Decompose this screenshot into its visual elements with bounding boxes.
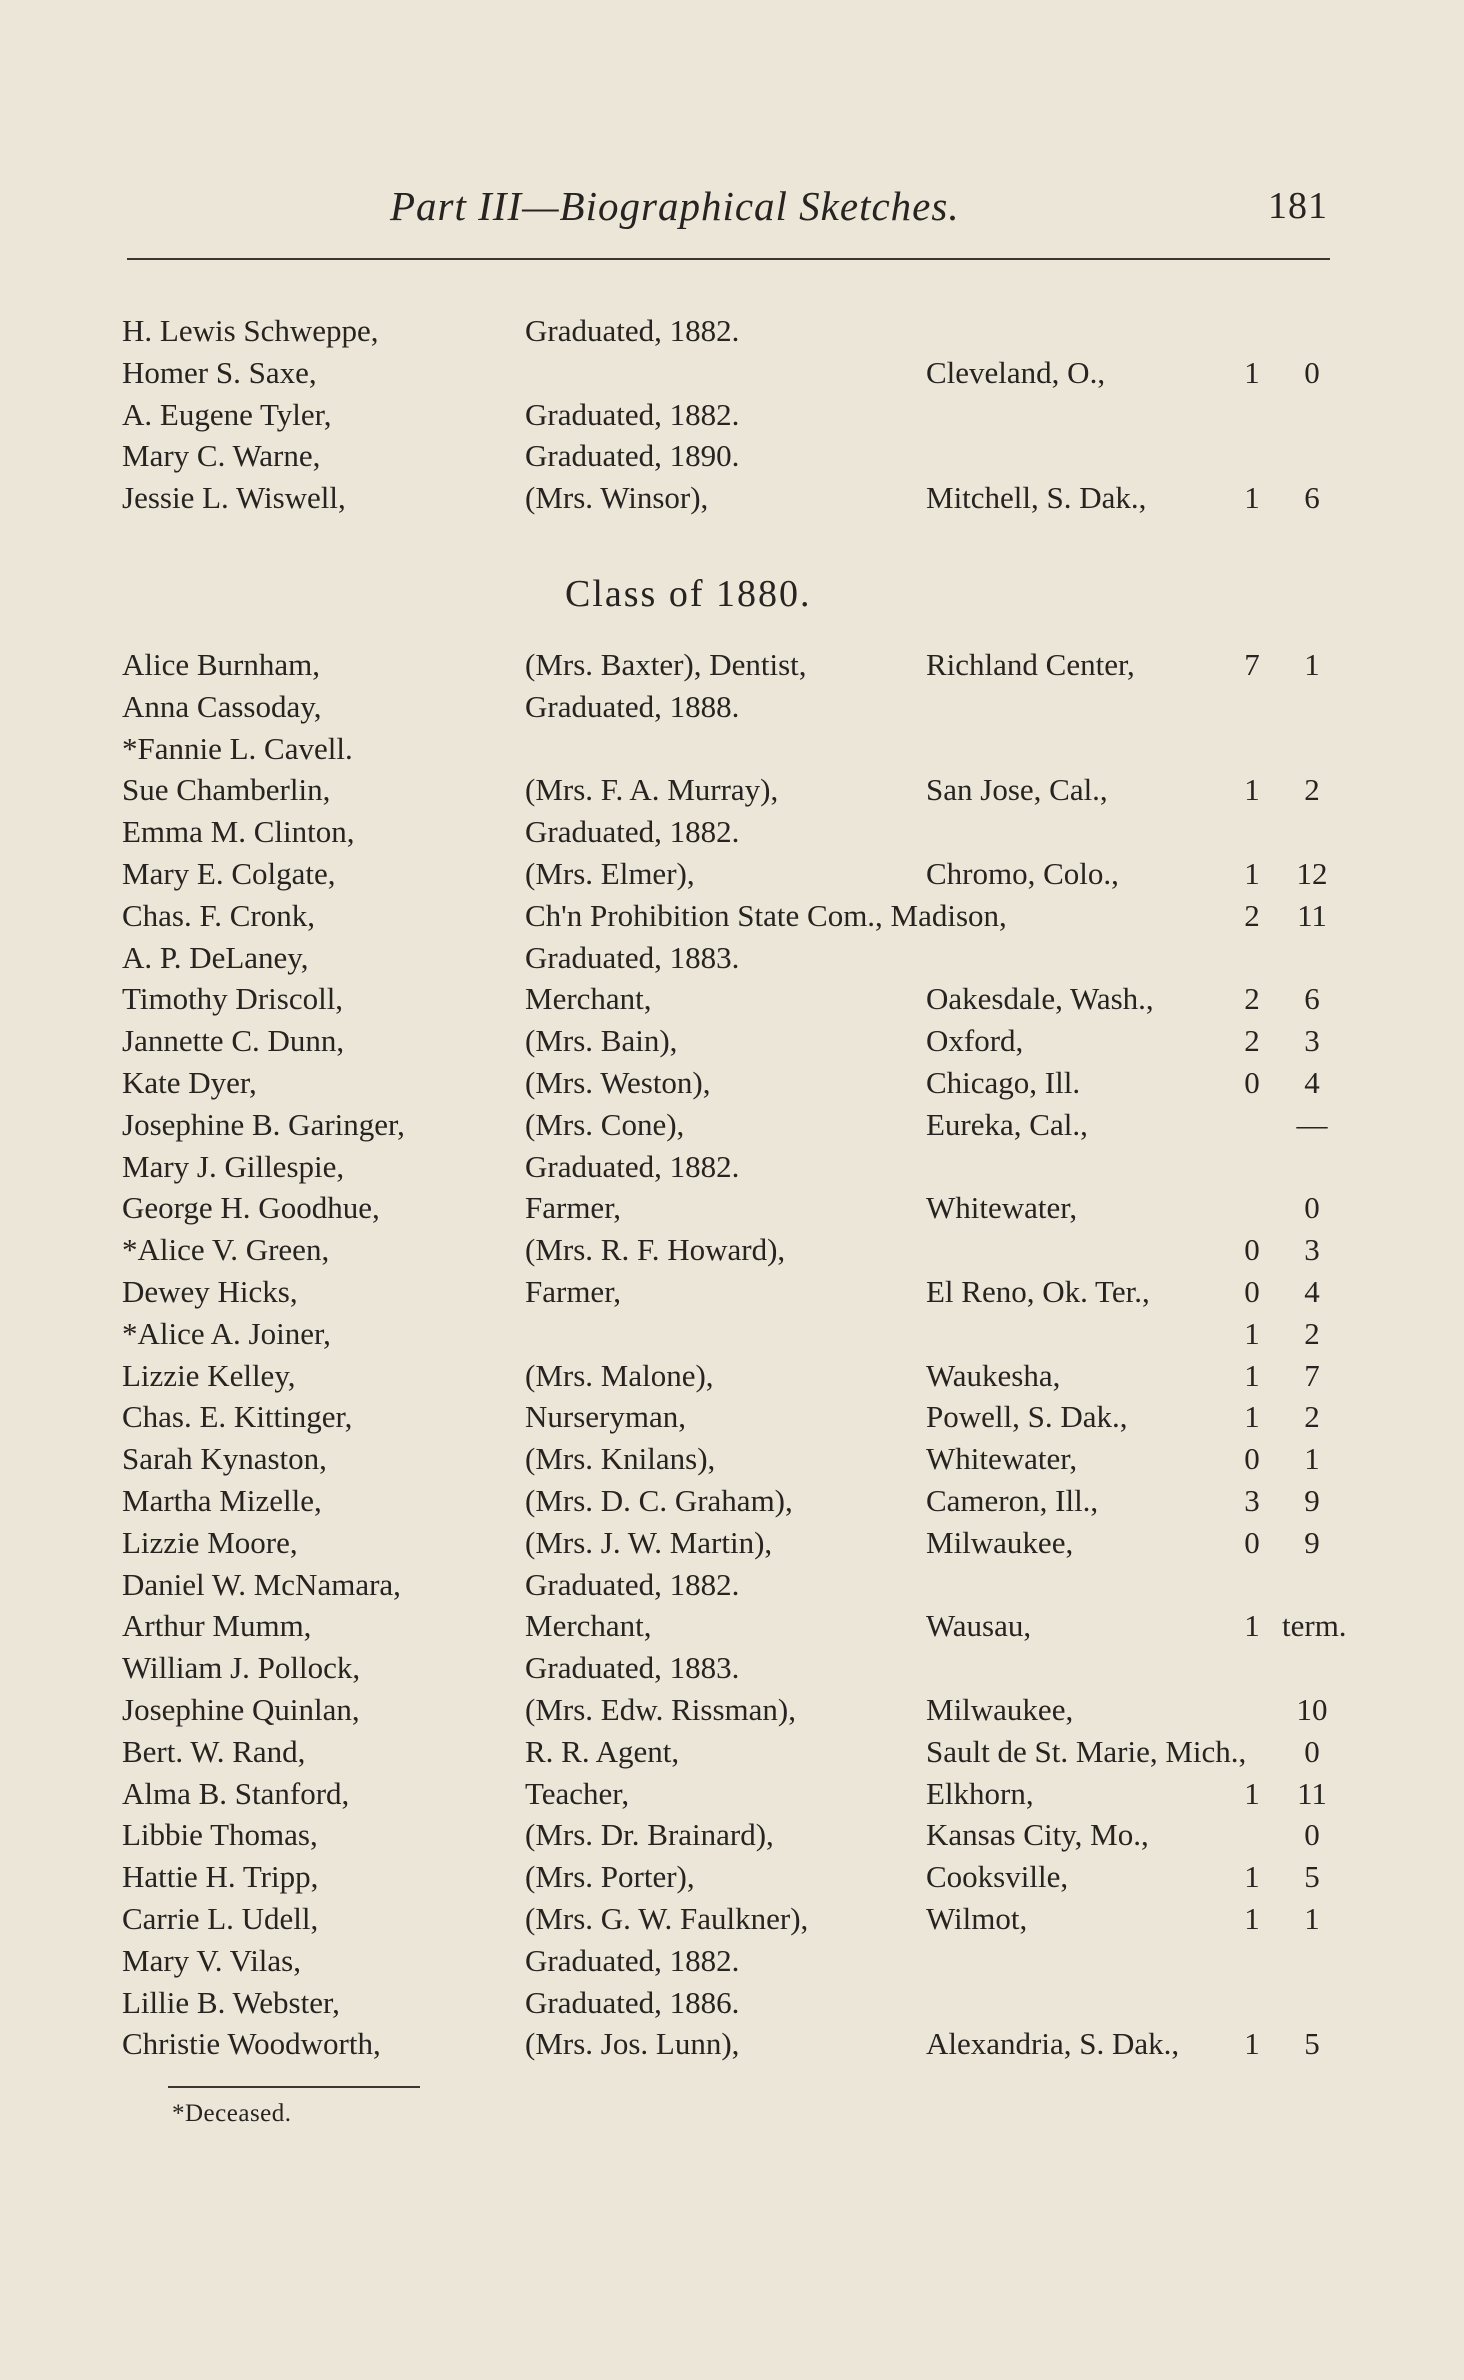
person-note: (Mrs. F. A. Murray),	[525, 772, 779, 808]
person-note: (Mrs. Dr. Brainard),	[525, 1817, 774, 1853]
person-name: *Fannie L. Cavell.	[122, 730, 353, 766]
list-item	[0, 811, 1464, 853]
person-name: William J. Pollock,	[122, 1650, 361, 1686]
person-note: (Mrs. Winsor),	[525, 480, 709, 516]
months-count: 2	[1304, 1315, 1320, 1351]
person-name: Bert. W. Rand,	[122, 1733, 306, 1769]
class-1880-list	[0, 644, 1464, 2065]
years-count: 1	[1244, 2026, 1260, 2062]
person-name: Chas. F. Cronk,	[122, 897, 316, 933]
months-count: 9	[1304, 1524, 1320, 1560]
person-name: Daniel W. McNamara,	[122, 1566, 401, 1602]
person-note: (Mrs. Knilans),	[525, 1441, 716, 1477]
months-count: 1	[1304, 1441, 1320, 1477]
years-count: 3	[1244, 1482, 1260, 1518]
list-item	[0, 728, 1464, 770]
person-name: Christie Woodworth,	[122, 2026, 381, 2062]
list-item	[0, 769, 1464, 811]
person-name: Mary C. Warne,	[122, 438, 321, 474]
person-name: Carrie L. Udell,	[122, 1900, 319, 1936]
list-item	[0, 644, 1464, 686]
months-count: 9	[1304, 1482, 1320, 1518]
person-name: Homer S. Saxe,	[122, 354, 317, 390]
years-count: 7	[1244, 647, 1260, 682]
person-place: Milwaukee,	[926, 1524, 1074, 1560]
years-count: 1	[1244, 772, 1260, 808]
page-header-title: Part III—Biographical Sketches.	[390, 183, 960, 229]
months-count: 12	[1296, 855, 1328, 891]
months-count: 5	[1304, 1859, 1320, 1895]
person-place: Chromo, Colo.,	[926, 855, 1119, 891]
person-name: Jessie L. Wiswell,	[122, 480, 346, 516]
person-note: Graduated, 1883.	[525, 939, 740, 975]
person-note: (Mrs. Porter),	[525, 1859, 695, 1895]
list-item	[0, 1271, 1464, 1313]
months-count: 1	[1304, 647, 1320, 682]
list-item	[0, 1104, 1464, 1146]
list-item	[0, 1438, 1464, 1480]
person-note: Graduated, 1883.	[525, 1650, 740, 1686]
months-count: 2	[1304, 1399, 1320, 1435]
list-item	[0, 2023, 1464, 2065]
list-item	[0, 1020, 1464, 1062]
person-name: Anna Cassoday,	[122, 688, 322, 724]
years-count: 0	[1244, 1064, 1260, 1100]
person-name: Lillie B. Webster,	[122, 1984, 340, 2020]
list-item	[0, 1689, 1464, 1731]
person-note: (Mrs. R. F. Howard),	[525, 1232, 786, 1268]
list-item	[0, 352, 1464, 394]
person-note: (Mrs. Weston),	[525, 1064, 711, 1100]
list-item	[0, 937, 1464, 979]
months-count: 11	[1297, 897, 1327, 933]
years-count: 1	[1244, 1357, 1260, 1393]
person-name: Sarah Kynaston,	[122, 1441, 327, 1477]
years-count: 0	[1244, 1273, 1260, 1309]
person-place: Oxford,	[926, 1023, 1024, 1059]
person-name: Josephine Quinlan,	[122, 1691, 360, 1727]
person-note: (Mrs. Cone),	[525, 1106, 685, 1142]
years-count: 0	[1244, 1441, 1260, 1477]
person-name: A. P. DeLaney,	[122, 939, 309, 975]
person-name: Jannette C. Dunn,	[122, 1023, 345, 1059]
person-place: Mitchell, S. Dak.,	[926, 480, 1147, 516]
person-note: (Mrs. D. C. Graham),	[525, 1482, 793, 1518]
months-count: 4	[1304, 1273, 1320, 1309]
person-place: Cameron, Ill.,	[926, 1482, 1099, 1518]
person-place: Cooksville,	[926, 1859, 1069, 1895]
person-name: Mary V. Vilas,	[122, 1942, 301, 1978]
months-count: 3	[1304, 1023, 1320, 1059]
person-name: Sue Chamberlin,	[122, 772, 331, 808]
list-item	[0, 1982, 1464, 2024]
person-place: Milwaukee,	[926, 1691, 1074, 1727]
list-item	[0, 853, 1464, 895]
months-count: —	[1296, 1106, 1328, 1142]
person-place: Richland Center,	[926, 647, 1135, 682]
list-item	[0, 1355, 1464, 1397]
list-item	[0, 1856, 1464, 1898]
running-header	[0, 182, 1464, 242]
person-name: Mary J. Gillespie,	[122, 1148, 345, 1184]
person-name: Emma M. Clinton,	[122, 814, 355, 850]
months-count: 10	[1296, 1691, 1328, 1727]
person-place: Chicago, Ill.	[926, 1064, 1081, 1100]
person-place: Cleveland, O.,	[926, 354, 1106, 390]
person-name: Josephine B. Garinger,	[122, 1106, 405, 1142]
list-item	[0, 895, 1464, 937]
person-place: Powell, S. Dak.,	[926, 1399, 1128, 1435]
list-item	[0, 978, 1464, 1020]
person-note: Graduated, 1882.	[525, 1942, 740, 1978]
list-item	[0, 1313, 1464, 1355]
list-item	[0, 1229, 1464, 1271]
person-place: Alexandria, S. Dak.,	[926, 2026, 1180, 2062]
list-item	[0, 394, 1464, 436]
person-note: Graduated, 1888.	[525, 688, 740, 724]
years-count: 2	[1244, 981, 1260, 1017]
person-place: Eureka, Cal.,	[926, 1106, 1088, 1142]
person-note: (Mrs. Baxter), Dentist,	[525, 647, 807, 682]
person-name: Alice Burnham,	[122, 647, 321, 682]
person-place: Wausau,	[926, 1608, 1032, 1644]
list-item	[0, 1731, 1464, 1773]
person-name: Alma B. Stanford,	[122, 1775, 350, 1811]
person-note: Nurseryman,	[525, 1399, 686, 1435]
person-name: Kate Dyer,	[122, 1064, 257, 1100]
months-count: term.	[1282, 1608, 1347, 1644]
footnote: *Deceased.	[172, 2100, 292, 2127]
person-place: Waukesha,	[926, 1357, 1061, 1393]
list-item	[0, 1940, 1464, 1982]
list-item	[0, 1480, 1464, 1522]
person-name: Timothy Driscoll,	[122, 981, 344, 1017]
person-note: (Mrs. Jos. Lunn),	[525, 2026, 740, 2062]
person-place: Sault de St. Marie, Mich.,	[926, 1733, 1247, 1769]
person-note: (Mrs. Bain),	[525, 1023, 678, 1059]
person-name: Chas. E. Kittinger,	[122, 1399, 353, 1435]
person-name: Lizzie Kelley,	[122, 1357, 296, 1393]
list-item	[0, 686, 1464, 728]
person-note: Merchant,	[525, 1608, 652, 1644]
list-item	[0, 1647, 1464, 1689]
footnote-rule	[168, 2086, 420, 2088]
list-item	[0, 1187, 1464, 1229]
person-place: Oakesdale, Wash.,	[926, 981, 1154, 1017]
person-note: Graduated, 1882.	[525, 1566, 740, 1602]
list-item	[0, 1898, 1464, 1940]
months-count: 2	[1304, 772, 1320, 808]
months-count: 0	[1304, 1190, 1320, 1226]
months-count: 6	[1304, 981, 1320, 1017]
person-note: Graduated, 1882.	[525, 1148, 740, 1184]
person-note: Farmer,	[525, 1273, 622, 1309]
months-count: 5	[1304, 2026, 1320, 2062]
person-place: Whitewater,	[926, 1441, 1078, 1477]
person-name: Martha Mizelle,	[122, 1482, 322, 1518]
years-count: 2	[1244, 1023, 1260, 1059]
person-name: Dewey Hicks,	[122, 1273, 298, 1309]
months-count: 7	[1304, 1357, 1320, 1393]
years-count: 1	[1244, 1315, 1260, 1351]
person-note: Teacher,	[525, 1775, 630, 1811]
person-note: (Mrs. G. W. Faulkner),	[525, 1900, 809, 1936]
list-item	[0, 1522, 1464, 1564]
list-item	[0, 1062, 1464, 1104]
person-place: Whitewater,	[926, 1190, 1078, 1226]
list-item	[0, 1773, 1464, 1815]
months-count: 4	[1304, 1064, 1320, 1100]
person-name: Lizzie Moore,	[122, 1524, 298, 1560]
years-count: 2	[1244, 897, 1260, 933]
person-note: R. R. Agent,	[525, 1733, 680, 1769]
class-heading-text: Class of 1880.	[565, 573, 812, 615]
person-note: (Mrs. Elmer),	[525, 855, 695, 891]
person-note: Graduated, 1882.	[525, 313, 740, 348]
person-place: Kansas City, Mo.,	[926, 1817, 1149, 1853]
person-note: Merchant,	[525, 981, 652, 1017]
person-name: Arthur Mumm,	[122, 1608, 312, 1644]
list-item	[0, 1146, 1464, 1188]
list-item	[0, 1814, 1464, 1856]
person-name: Mary E. Colgate,	[122, 855, 336, 891]
list-item	[0, 435, 1464, 477]
years-count: 1	[1244, 1900, 1260, 1936]
person-note: (Mrs. Edw. Rissman),	[525, 1691, 796, 1727]
person-name: *Alice V. Green,	[122, 1232, 330, 1268]
person-place: Elkhorn,	[926, 1775, 1034, 1811]
person-place: El Reno, Ok. Ter.,	[926, 1273, 1150, 1309]
person-name: Hattie H. Tripp,	[122, 1859, 319, 1895]
person-place: San Jose, Cal.,	[926, 772, 1108, 808]
years-count: 1	[1244, 855, 1260, 891]
person-note: Ch'n Prohibition State Com., Madison,	[525, 897, 1007, 933]
list-item	[0, 477, 1464, 519]
person-name: George H. Goodhue,	[122, 1190, 380, 1226]
person-note: (Mrs. J. W. Martin),	[525, 1524, 773, 1560]
years-count: 0	[1244, 1524, 1260, 1560]
person-note: Graduated, 1886.	[525, 1984, 740, 2020]
months-count: 0	[1304, 1817, 1320, 1853]
years-count: 1	[1244, 480, 1260, 516]
list-item	[0, 1605, 1464, 1647]
months-count: 6	[1304, 480, 1320, 516]
months-count: 0	[1304, 354, 1320, 390]
person-place: Wilmot,	[926, 1900, 1028, 1936]
page-number: 181	[1268, 185, 1328, 227]
person-name: A. Eugene Tyler,	[122, 396, 332, 432]
months-count: 3	[1304, 1232, 1320, 1268]
prior-class-list	[0, 310, 1464, 519]
years-count: 1	[1244, 1608, 1260, 1644]
person-note: Farmer,	[525, 1190, 622, 1226]
header-rule	[127, 258, 1330, 260]
list-item	[0, 1564, 1464, 1606]
person-note: (Mrs. Malone),	[525, 1357, 714, 1393]
years-count: 1	[1244, 1859, 1260, 1895]
months-count: 11	[1297, 1775, 1327, 1811]
person-note: Graduated, 1890.	[525, 438, 740, 474]
person-note: Graduated, 1882.	[525, 814, 740, 850]
person-name: H. Lewis Schweppe,	[122, 313, 379, 348]
years-count: 1	[1244, 1399, 1260, 1435]
person-name: *Alice A. Joiner,	[122, 1315, 331, 1351]
person-name: Libbie Thomas,	[122, 1817, 318, 1853]
years-count: 1	[1244, 1775, 1260, 1811]
years-count: 0	[1244, 1232, 1260, 1268]
months-count: 0	[1304, 1733, 1320, 1769]
months-count: 1	[1304, 1900, 1320, 1936]
person-note: Graduated, 1882.	[525, 396, 740, 432]
list-item	[0, 310, 1464, 352]
list-item	[0, 1396, 1464, 1438]
years-count: 1	[1244, 354, 1260, 390]
